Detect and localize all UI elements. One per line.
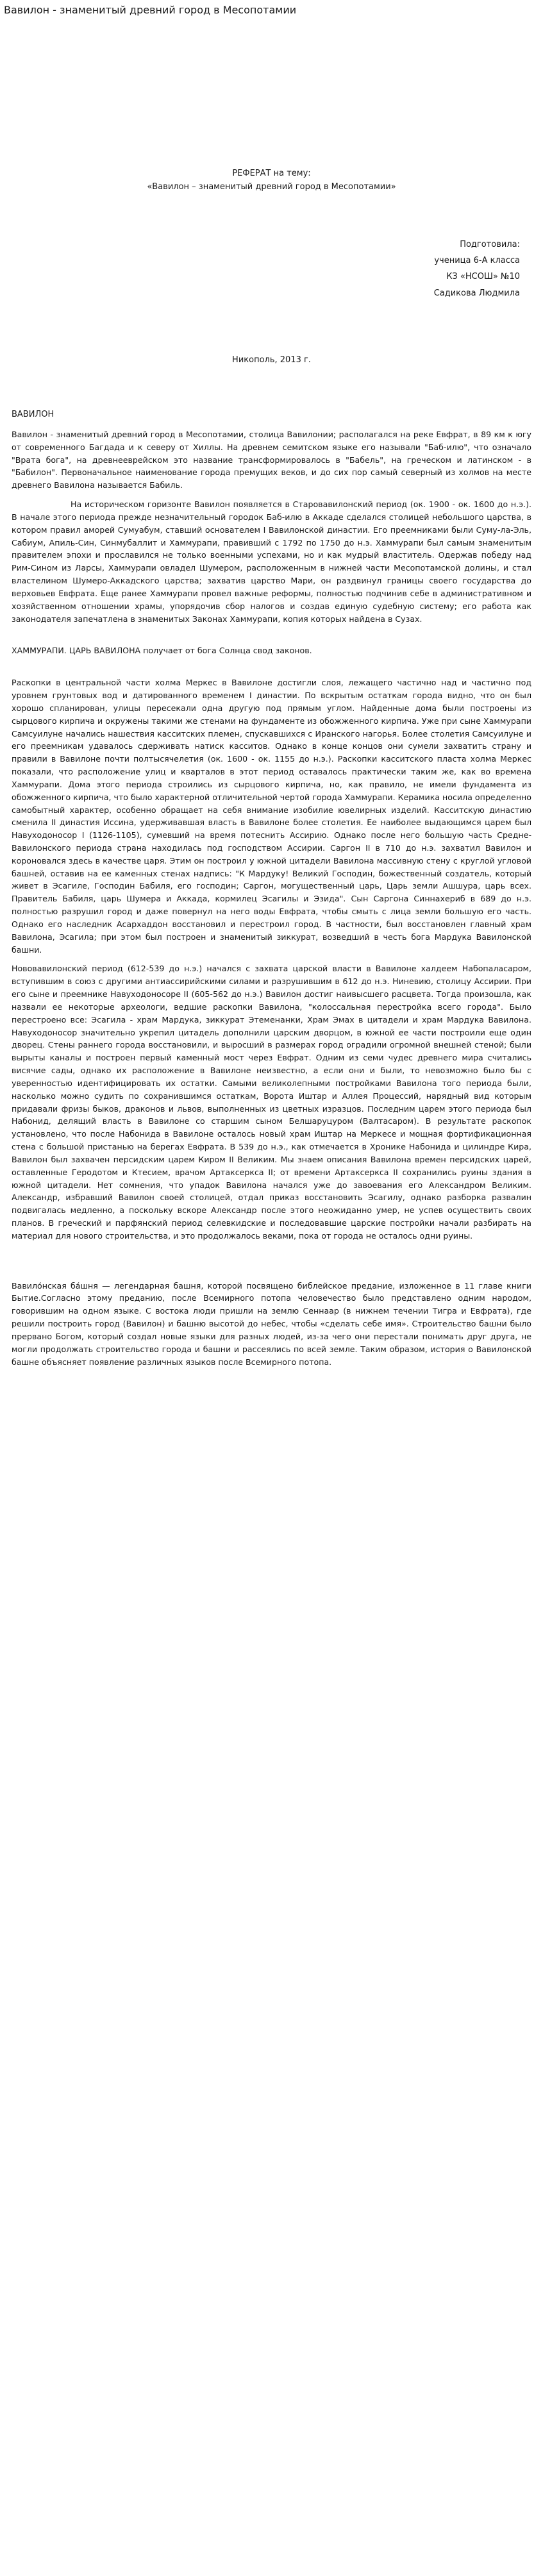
header-gap — [0, 16, 543, 167]
paragraph-history: На историческом горизонте Вавилон появляется в Старовавилонский период (ок. 1900 - ок. 1600 до н.э.). В начале этого периода прежде незначительный городок Баб-илю в Аккаде сделался столицей небольшого царства, в котором правил аморей Сумуабум, ставший основателем I Вавилонской династии. Его преемниками были Суму-ла-Эль, Сабиум, Апиль-Син, Синмубаллит и Хаммурапи, правивший с 1792 по 1750 до н.э. Хаммурапи был самым знаменитым правителем эпохи и прославился не только военными успехами, но и как мудрый властитель. Одержав победу над Рим-Сином из Ларсы, Хаммурапи овладел Шумером, расположенным в нижней части Месопотамской долины, и стал властелином Шумеро-Аккадского царства; захватив царство Мари, он раздвинул границы своего государства до верховьев Евфрата. Еще ранее Хаммурапи провел важные реформы, полностью подчинив себе в административном и хозяйственном отношении храмы, упорядочив сбор налогов и создав единую судебную систему; его работа как законодателя запечатлена в знаменитых Законах Хаммурапи, копия которых найдена в Сузах. — [12, 499, 531, 624]
student-grade: ученица 6-А класса — [434, 255, 520, 265]
spacer — [12, 631, 531, 644]
section-heading: ВАВИЛОН — [12, 409, 54, 419]
paragraph-neobabylonian: Нововавилонский период (612-539 до н.э.) начался с захвата царской власти в Вавилоне халдеем Набопаласаром, вступившим в союз с другими антиассирийскими силами и разрушившим в 612 до н.э. Ниневию, столицу Ассирии. При его сыне и преемнике Навуходоносоре II (605-562 до н.э.) Вавилон достиг наивысшего расцвета. Тогда произошла, как назвали ее некоторые археологи, ведшие раскопки Вавилона, "колоссальная перестройка всего города". Было перестроено все: Эсагила - храм Мардука, зиккурат Этеменанки, Храм Эмах в цитадели и храм Мардука Вавилона. Навуходоносор значительно укрепил цитадель дополнили царским дворцом, в южной ее части построили еще один дворец. Стены раннего города восстановили, и выросший в размерах город оградили огромной внешней стеной; были вырыты каналы и построен первый каменный мост через Евфрат. Одним из семи чудес древнего мира считались висячие сады, однако их расположение в Вавилоне неизвестно, а если они и были, то невозможно было бы с уверенностью идентифицировать их остатки. Самыми великолепными постройками Вавилона того периода были, насколько можно судить по сохранившимся остаткам, Ворота Иштар и Аллея Процессий, нарядный вид которым придавали фризы быков, драконов и львов, выполненных из цветных изразцов. Последним царем этого периода был Набонид, делящий власть в Вавилоне со старшим сыном Белшаруцуром (Валтасаром). В результате раскопок установлено, что после Набонида в Вавилоне осталось новый храм Иштар на Меркесе и мощная фортификационная стена с большой пристанью на берегах Евфрата. В 539 до н.э., как отмечается в Хронике Набонида и цилиндре Кира, Вавилон был захвачен персидским царем Киром II Великим. Мы знаем описания Вавилона времен персидских царей, оставленные Геродотом и Ктесием, врачом Артаксеркса II; от времени Артаксеркса II сохранились руины здания в южной цитадели. Нет сомнения, что упадок Вавилона начался уже до завоевания его Александром Великим. Александр, избравший Вавилон своей столицей, отдал приказ восстановить Эсагилу, однако разборка развалин подвигалась медленно, а поскольку вскоре Александр после этого неожиданно умер, не успев осуществить своих планов. В греческий и парфянский период селевкидские и последовавшие царские постройки начали разбирать на материал для нового строительства, и это продолжалось веками, пока от города не осталось одни руины. — [12, 964, 531, 1241]
paragraph-intro: Вавилон - знаменитый древний город в Месопотамии, столица Вавилонии; располагался на реке Евфрат, в 89 км к югу от современного Багдада и к северу от Хиллы. На древнем семитском языке его называли "Баб-илю", что означало "Врата бога", на древнееврейском это название трансформировалось в "Бабель", на греческом и латинском - в "Бабилон". Первоначальное наименование города премущих веков, и до сих пор самый северный из холмов на месте древнего Вавилона называется Бабиль. — [12, 429, 531, 490]
author-name: Садикова Людмила — [433, 288, 520, 298]
school-name: КЗ «НСОШ» №10 — [446, 272, 520, 282]
page-title: Вавилон - знаменитый древний город в Месопотамии — [4, 4, 297, 16]
place-date: Никополь, 2013 г. — [232, 355, 311, 365]
signature-block — [423, 237, 520, 301]
referat-label: РЕФЕРАТ на тему: — [232, 169, 311, 178]
spacer — [12, 1249, 531, 1280]
paragraph-tower: Вавило́нская ба́шня — легендарная башня, которой посвящено библейское предание, изложенное в 11 главе книги Бытие.Согласно этому преданию, после Всемирного потопа человечество было представлено одним народом, говорившим на одном языке. С востока люди пришли на землю Сеннаар (в нижнем течении Тигра и Евфрата), где решили построить город (Вавилон) и башню высотой до небес, чтобы «сделать себе имя». Строительство башни было прервано Богом, который создал новые языки для разных людей, из-за чего они перестали понимать друг друга, не могли продолжать строительство города и башни и рассеялись по всей земле. Таким образом, история о Вавилонской башне объясняет появление различных языков после Всемирного потопа. — [12, 1280, 531, 1367]
referat-topic: «Вавилон – знаменитый древний город в Месопотамии» — [147, 181, 396, 192]
main-content — [0, 410, 543, 1368]
paragraph-hammurabi: ХАММУРАПИ. ЦАРЬ ВАВИЛОНА получает от бога Солнца свод законов. — [12, 646, 312, 656]
bottom-gap — [0, 365, 543, 410]
place-gap — [0, 301, 543, 355]
prepared-by-label: Подготовила: — [460, 239, 520, 249]
spacer — [12, 664, 531, 676]
paragraph-excavations: Раскопки в центральной части холма Меркес в Вавилоне достигли слоя, лежащего частично над и частично под уровнем грунтовых вод и датированного временем I династии. По вскрытым остаткам города видно, что он был хорошо спланирован, улицы пересекали одна другую под прямым углом. Найденные дома были построены из сырцового кирпича и окружены такими же стенами на фундаменте из обожженного кирпича. Уже при сыне Хаммурапи Самсуилуне начались нашествия касситских племен, спускавшихся с Иранского нагорья. Более столетия Самсуилуне и его преемникам удавалось сдерживать натиск касситов. Однако в конце концов они сумели захватить страну и правили в Вавилоне почти полтысячелетия (ок. 1600 - ок. 1155 до н.э.). Раскопки касситского пласта холма Меркес показали, что расположение улиц и кварталов в этот период оставалось практически таким же, как во времена Хаммурапи. Дома этого периода строились из сырцового кирпича, но, как правило, не имели фундамента из обожженного кирпича, что было характерной отличительной чертой города Хаммурапи. Керамика носила определенно самобытный характер, особенно обращает на себя внимание изобилие ювелирных изделий. Касситскую династию сменила II династия Иссина, удерживавшая власть в Вавилоне более столетия. Ее наиболее выдающимся царем был Навуходоносор I (1126-1105), сумевший на время потеснить Ассирию. Однако после него большую часть Средне-Вавилонского периода страна находилась под господством Ассирии. Саргон II в 710 до н.э. захватил Вавилон и короновался здесь в качестве царя. Этим он построил у южной цитадели Вавилона массивную стену с круглой угловой башней, оставив на ее каменных стенах надпись: "К Мардуку! Великий Господин, божественный создатель, который живет в Эсагиле, Господин Бабиля, его господин; Саргон, могущественный царь, Царь земли Ашшура, царь всех. Правитель Бабиля, царь Шумера и Аккада, кормилец Эсагилы и Эзида". Сын Саргона Синнахериб в 689 до н.э. полностью разрушил город и даже повернул на него воды Евфрата, чтобы смыть с лица земли большую его часть. Однако его наследник Асархаддон восстановил и перестроил город. В частности, был восстановлен главный храм Вавилона, Эсагила; при этом был построен и знаменитый зиккурат, возведший в честь бога Мардука Вавилонской башни. — [12, 678, 531, 955]
signature-gap — [0, 194, 543, 237]
